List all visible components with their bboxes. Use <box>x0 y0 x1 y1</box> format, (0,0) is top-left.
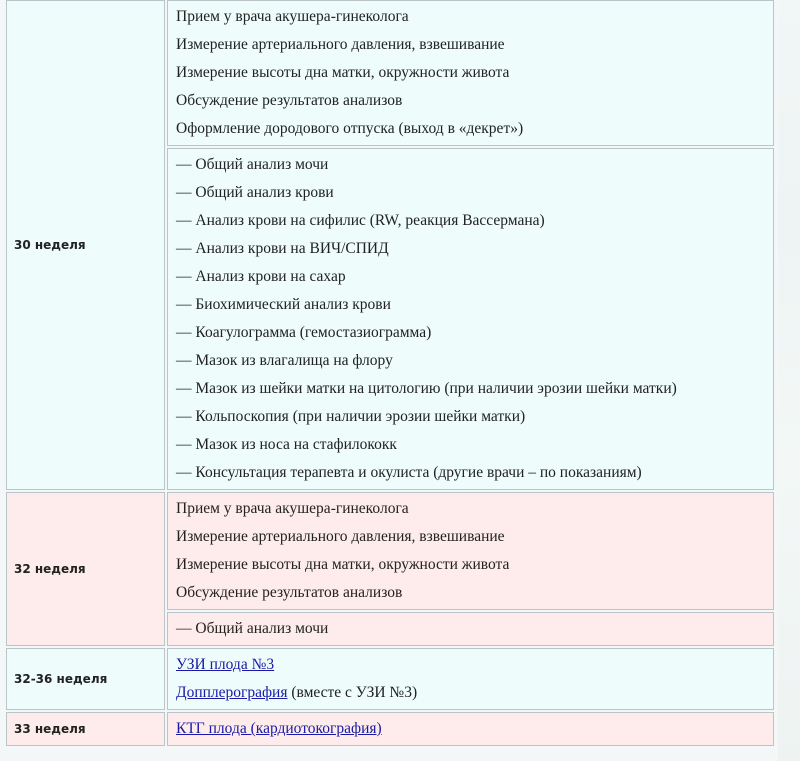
list-item: — Анализ крови на сахар <box>176 268 346 285</box>
table-row-week-30 <box>6 0 774 146</box>
list-item: — Мазок из шейки матки на цитологию (при наличии эрозии шейки матки) <box>176 380 677 397</box>
ultrasound-3-link[interactable]: УЗИ плода №3 <box>176 656 275 673</box>
tests-cell <box>167 148 774 490</box>
table-row-week-32 <box>6 492 774 610</box>
week-label: 32-36 неделя <box>6 648 165 710</box>
list-item: Измерение высоты дна матки, окружности живота <box>176 64 510 81</box>
list-item: Измерение артериального давления, взвешивание <box>176 528 505 545</box>
list-item: Прием у врача акушера-гинеколога <box>176 8 409 25</box>
visit-procedures-cell <box>167 492 774 610</box>
ctg-link[interactable]: КТГ плода (кардиотокография) <box>176 720 382 737</box>
links-cell <box>167 712 774 746</box>
list-item: — Анализ крови на сифилис (RW, реакция Вассермана) <box>176 212 545 229</box>
table-row-week-33 <box>6 712 774 746</box>
list-item: Оформление дородового отпуска (выход в «декрет») <box>176 120 524 137</box>
list-item: Обсуждение результатов анализов <box>176 92 403 109</box>
list-item <box>176 651 767 679</box>
tests-cell <box>167 612 774 646</box>
list-item: — Анализ крови на ВИЧ/СПИД <box>176 240 389 257</box>
visit-procedures-cell <box>167 0 774 146</box>
week-label: 32 неделя <box>6 492 165 646</box>
list-item: — Консультация терапевта и окулиста (другие врачи – по показаниям) <box>176 464 642 481</box>
pregnancy-schedule-table <box>4 0 776 748</box>
list-item: Обсуждение результатов анализов <box>176 584 403 601</box>
list-item <box>176 679 767 707</box>
list-item <box>176 715 767 743</box>
links-cell <box>167 648 774 710</box>
dopplerography-link[interactable]: Допплерография <box>176 684 288 701</box>
list-item: Измерение высоты дна матки, окружности живота <box>176 556 510 573</box>
week-label: 33 неделя <box>6 712 165 746</box>
list-item: Измерение артериального давления, взвешивание <box>176 36 505 53</box>
list-item: — Коагулограмма (гемостазиограмма) <box>176 324 432 341</box>
list-item: — Общий анализ мочи <box>176 156 329 173</box>
link-suffix: (вместе с УЗИ №3) <box>287 684 418 701</box>
week-label: 30 неделя <box>6 0 165 490</box>
list-item: — Общий анализ мочи <box>176 620 329 637</box>
list-item: — Биохимический анализ крови <box>176 296 391 313</box>
table-row-week-32-36 <box>6 648 774 710</box>
list-item: — Общий анализ крови <box>176 184 334 201</box>
list-item: Прием у врача акушера-гинеколога <box>176 500 409 517</box>
list-item: — Мазок из носа на стафилококк <box>176 436 397 453</box>
list-item: — Кольпоскопия (при наличии эрозии шейки матки) <box>176 408 526 425</box>
list-item: — Мазок из влагалища на флору <box>176 352 393 369</box>
background-decoration <box>778 0 800 761</box>
